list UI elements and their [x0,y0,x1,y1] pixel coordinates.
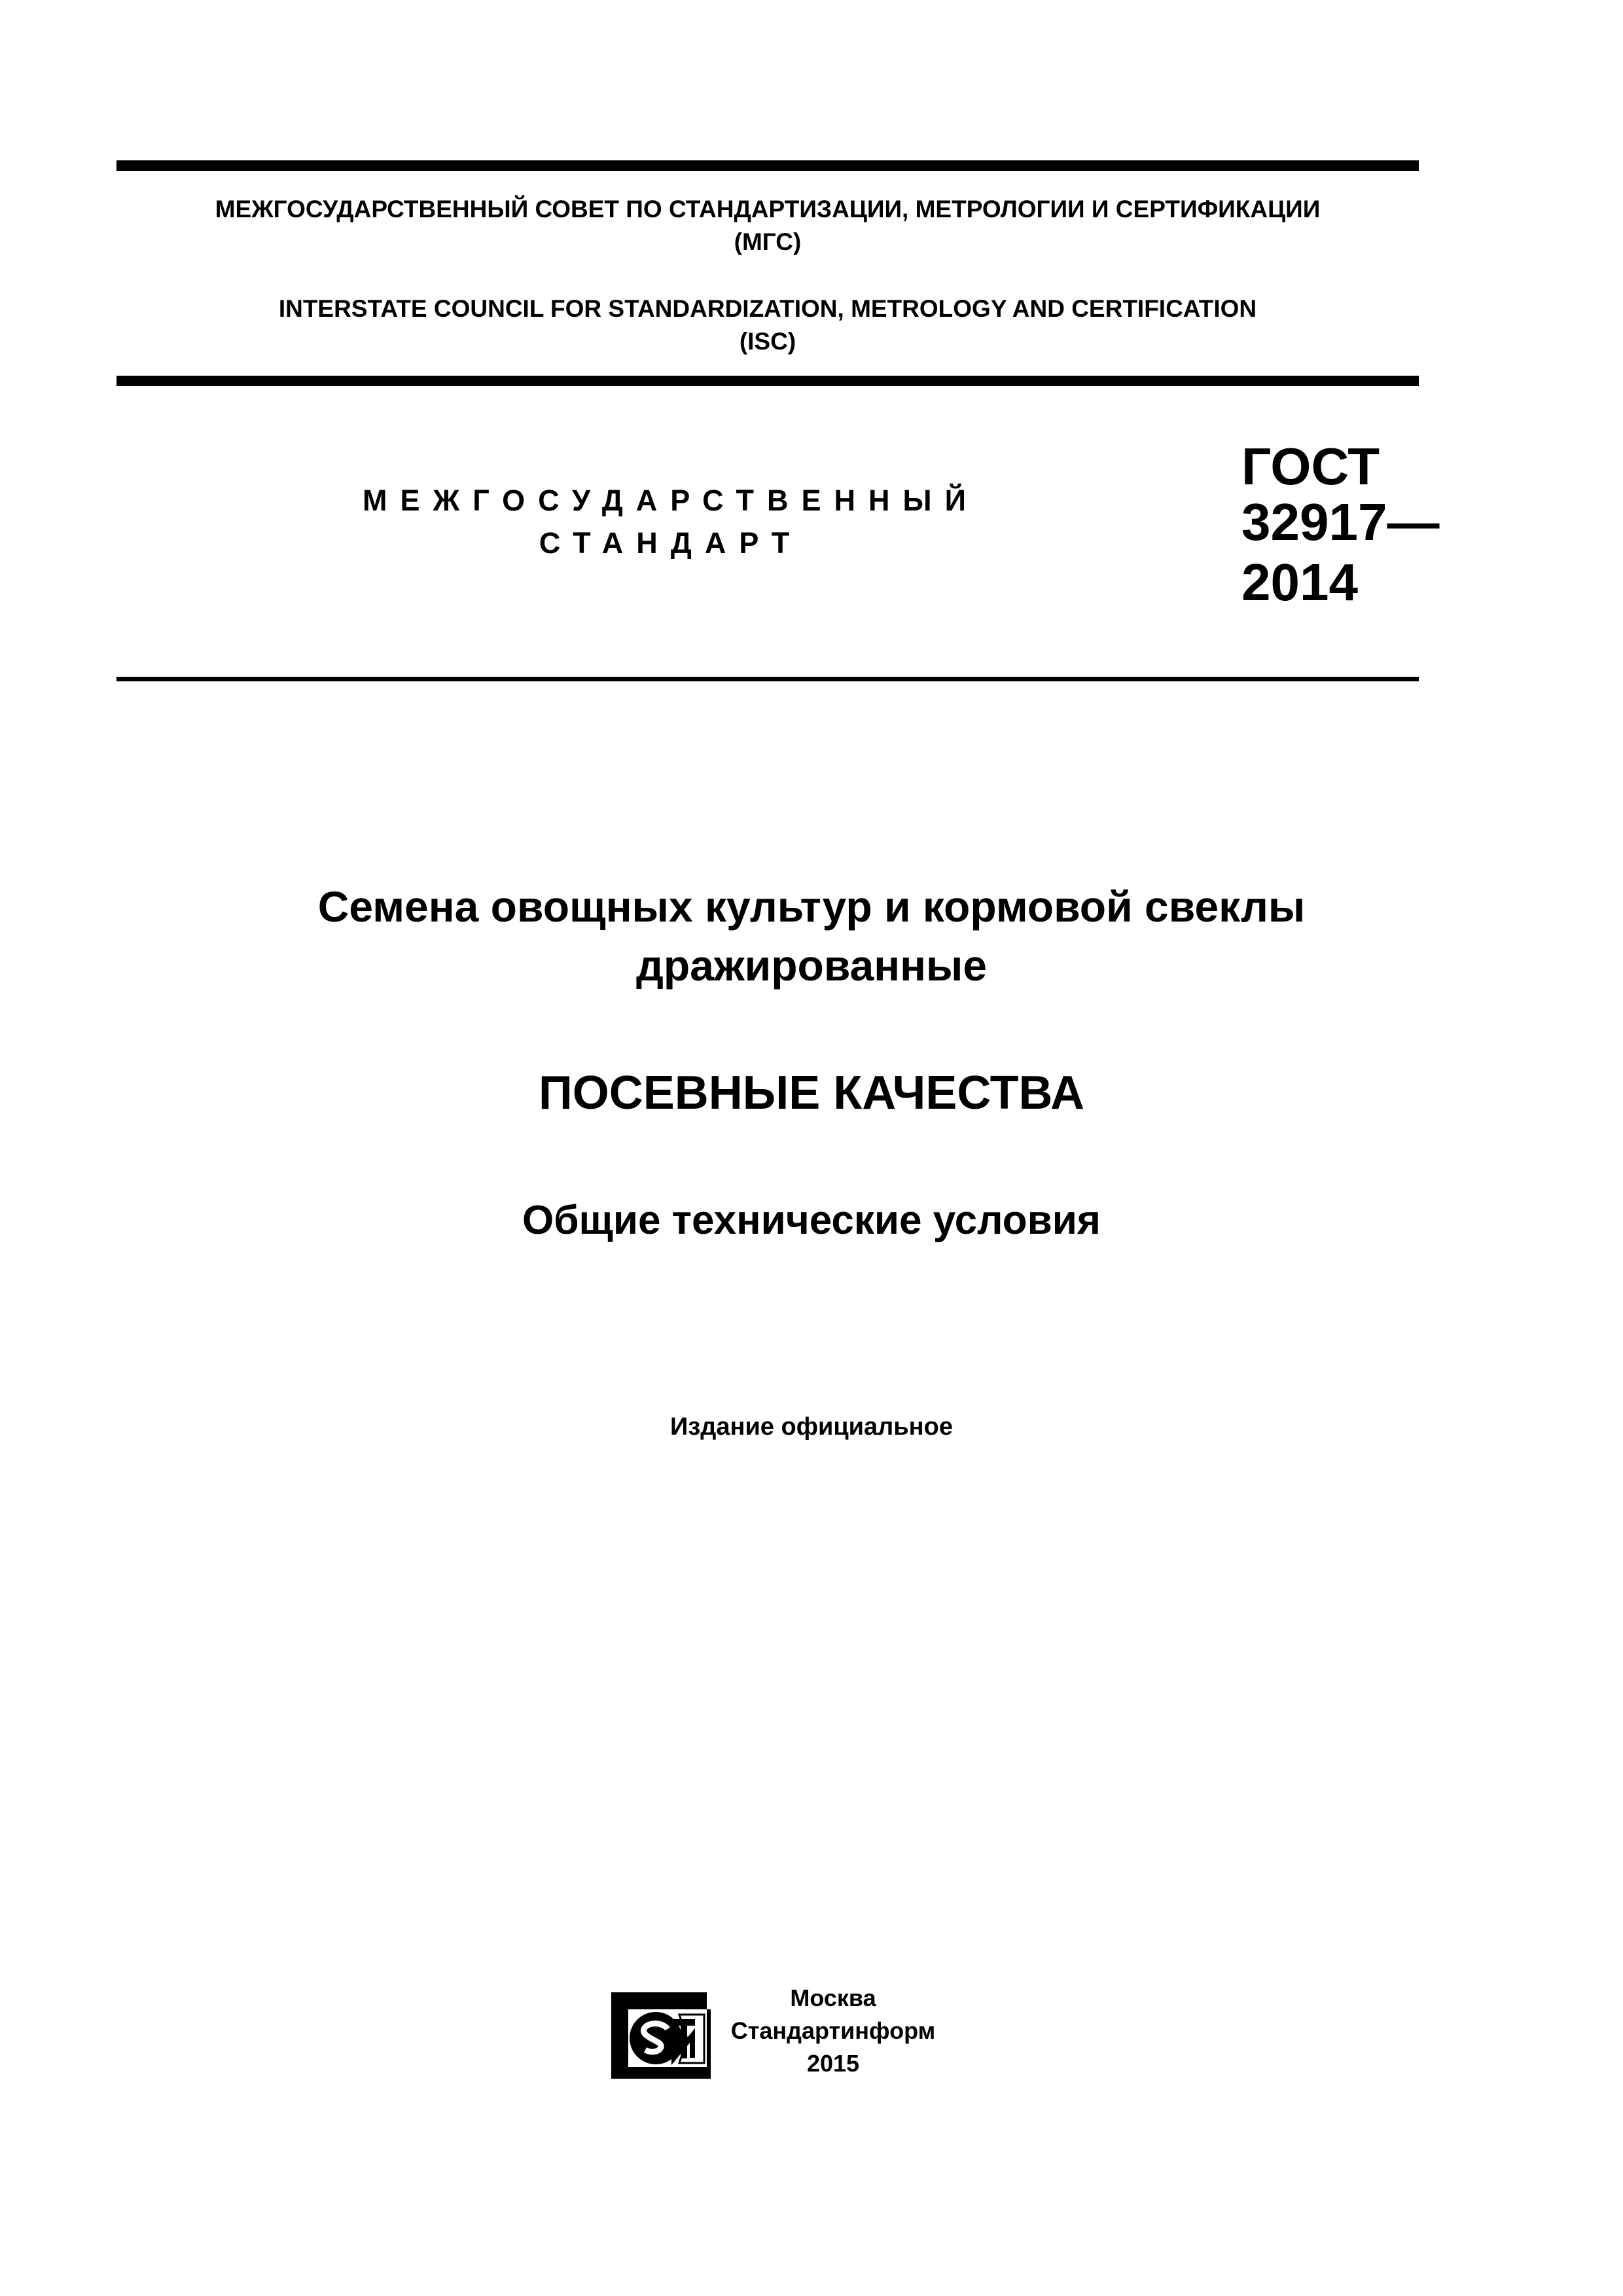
council-abbr-ru: (МГС) [734,228,802,255]
document-main-title: ПОСЕВНЫЕ КАЧЕСТВА [539,1067,1084,1119]
standard-type-line2: СТАНДАРТ [539,526,803,560]
council-abbr-en: (ISC) [739,328,796,355]
document-title-line2: дражированные [635,941,988,990]
standard-type-line1: МЕЖГОСУДАРСТВЕННЫЙ [363,484,979,517]
council-name-en: INTERSTATE COUNCIL FOR STANDARDIZATION, METROLOGY AND CERTIFICATION [278,295,1257,322]
standartinform-logo-icon [609,1990,713,2081]
publisher-year: 2015 [806,2050,860,2077]
edition-label: Издание официальное [670,1413,953,1441]
gost-year: 2014 [1241,553,1358,611]
top-rule [116,160,1419,171]
publisher-block [715,1982,951,2080]
publisher-city: Москва [790,1984,876,2011]
header-bottom-rule [116,677,1419,681]
gost-number: 32917— [1241,493,1440,551]
publisher-name: Стандартинформ [730,2017,936,2044]
gost-label: ГОСТ [1241,437,1380,495]
document-subtitle: Общие технические условия [522,1198,1101,1243]
council-name-ru: МЕЖГОСУДАРСТВЕННЫЙ СОВЕТ ПО СТАНДАРТИЗАЦИИ, МЕТРОЛОГИИ И СЕРТИФИКАЦИИ [215,196,1321,223]
document-title-line1: Семена овощных культур и кормовой свеклы [317,882,1306,931]
middle-rule [116,376,1419,386]
